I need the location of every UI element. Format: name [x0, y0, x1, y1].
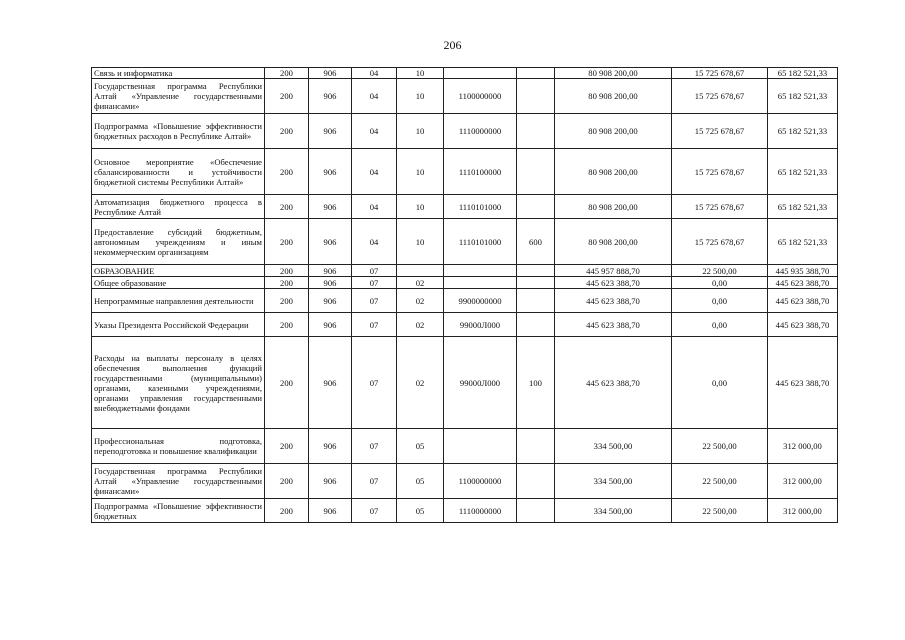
cell-code-section: 07 — [352, 277, 397, 289]
cell-code-grbs: 906 — [309, 114, 352, 149]
cell-code-grbs: 906 — [309, 265, 352, 277]
table-row — [92, 289, 838, 313]
cell-code-expense-type: 100 — [517, 337, 555, 429]
cell-code-rz: 200 — [265, 79, 309, 114]
cell-code-target: 1110101000 — [444, 219, 517, 265]
cell-code-rz: 200 — [265, 313, 309, 337]
cell-amount-3: 65 182 521,33 — [768, 219, 838, 265]
cell-code-section: 04 — [352, 219, 397, 265]
cell-code-target: 99000Л000 — [444, 337, 517, 429]
cell-code-section: 07 — [352, 337, 397, 429]
cell-amount-1: 80 908 200,00 — [555, 79, 672, 114]
cell-code-expense-type — [517, 277, 555, 289]
cell-code-target: 1100000000 — [444, 464, 517, 499]
cell-code-expense-type — [517, 79, 555, 114]
cell-code-grbs: 906 — [309, 195, 352, 219]
cell-amount-1: 80 908 200,00 — [555, 195, 672, 219]
cell-code-section: 04 — [352, 195, 397, 219]
cell-amount-1: 445 623 388,70 — [555, 337, 672, 429]
cell-code-target: 1110000000 — [444, 499, 517, 523]
table-row — [92, 114, 838, 149]
cell-code-subsection: 05 — [397, 499, 444, 523]
cell-amount-2: 0,00 — [672, 289, 768, 313]
cell-code-subsection: 10 — [397, 149, 444, 195]
cell-code-expense-type — [517, 114, 555, 149]
cell-row-name: Непрограммные направления деятельности — [92, 289, 265, 313]
table-row — [92, 265, 838, 277]
cell-code-rz: 200 — [265, 429, 309, 464]
cell-row-name: Государственная программа Республики Алтай «Управление государственными финансами» — [92, 464, 265, 499]
cell-row-name: Связь и информатика — [92, 68, 265, 79]
cell-code-expense-type — [517, 149, 555, 195]
table-row — [92, 464, 838, 499]
cell-code-subsection: 10 — [397, 68, 444, 79]
cell-code-section: 04 — [352, 149, 397, 195]
cell-code-subsection: 02 — [397, 313, 444, 337]
table-row — [92, 219, 838, 265]
table-row — [92, 313, 838, 337]
cell-code-rz: 200 — [265, 464, 309, 499]
cell-amount-1: 445 623 388,70 — [555, 277, 672, 289]
cell-row-name: Автоматизация бюджетного процесса в Республике Алтай — [92, 195, 265, 219]
table-row — [92, 195, 838, 219]
cell-code-expense-type — [517, 265, 555, 277]
cell-code-subsection: 02 — [397, 289, 444, 313]
cell-amount-3: 312 000,00 — [768, 464, 838, 499]
cell-code-target: 1100000000 — [444, 79, 517, 114]
cell-code-subsection: 02 — [397, 337, 444, 429]
cell-code-subsection: 10 — [397, 219, 444, 265]
cell-code-subsection: 10 — [397, 114, 444, 149]
cell-code-section: 07 — [352, 464, 397, 499]
cell-code-section: 04 — [352, 79, 397, 114]
cell-code-expense-type — [517, 464, 555, 499]
cell-amount-3: 312 000,00 — [768, 499, 838, 523]
cell-amount-1: 80 908 200,00 — [555, 114, 672, 149]
cell-row-name: ОБРАЗОВАНИЕ — [92, 265, 265, 277]
table-row — [92, 68, 838, 79]
cell-code-grbs: 906 — [309, 313, 352, 337]
cell-amount-2: 15 725 678,67 — [672, 114, 768, 149]
cell-amount-2: 15 725 678,67 — [672, 219, 768, 265]
cell-amount-3: 445 623 388,70 — [768, 289, 838, 313]
cell-row-name: Расходы на выплаты персоналу в целях обеспечения выполнения функций государственными (муниципальными) органами, казенными учреждениями, органами управления государственными внебюджетными фондами — [92, 337, 265, 429]
cell-amount-2: 22 500,00 — [672, 464, 768, 499]
cell-amount-2: 15 725 678,67 — [672, 79, 768, 114]
cell-code-target: 9900000000 — [444, 289, 517, 313]
cell-amount-1: 334 500,00 — [555, 429, 672, 464]
cell-code-target: 1110100000 — [444, 149, 517, 195]
cell-amount-2: 15 725 678,67 — [672, 149, 768, 195]
cell-code-target — [444, 277, 517, 289]
cell-row-name: Общее образование — [92, 277, 265, 289]
cell-amount-3: 65 182 521,33 — [768, 195, 838, 219]
cell-amount-1: 445 623 388,70 — [555, 313, 672, 337]
cell-code-expense-type — [517, 195, 555, 219]
cell-amount-1: 80 908 200,00 — [555, 149, 672, 195]
cell-row-name: Подпрограмма «Повышение эффективности бюджетных расходов в Республике Алтай» — [92, 114, 265, 149]
cell-code-target: 99000Л000 — [444, 313, 517, 337]
cell-code-subsection: 05 — [397, 429, 444, 464]
cell-amount-1: 80 908 200,00 — [555, 68, 672, 79]
cell-amount-2: 15 725 678,67 — [672, 195, 768, 219]
table-row — [92, 337, 838, 429]
cell-amount-2: 0,00 — [672, 313, 768, 337]
cell-amount-2: 15 725 678,67 — [672, 68, 768, 79]
cell-code-expense-type — [517, 68, 555, 79]
cell-amount-3: 312 000,00 — [768, 429, 838, 464]
cell-code-section: 07 — [352, 289, 397, 313]
cell-amount-3: 65 182 521,33 — [768, 114, 838, 149]
cell-amount-2: 0,00 — [672, 277, 768, 289]
cell-code-section: 04 — [352, 114, 397, 149]
table-row — [92, 499, 838, 523]
cell-code-subsection: 10 — [397, 79, 444, 114]
cell-code-expense-type — [517, 499, 555, 523]
cell-row-name: Профессиональная подготовка, переподготовка и повышение квалификации — [92, 429, 265, 464]
cell-code-section: 07 — [352, 313, 397, 337]
cell-amount-3: 65 182 521,33 — [768, 79, 838, 114]
cell-code-expense-type — [517, 289, 555, 313]
cell-code-grbs: 906 — [309, 337, 352, 429]
cell-amount-2: 22 500,00 — [672, 265, 768, 277]
cell-code-expense-type: 600 — [517, 219, 555, 265]
table-row — [92, 149, 838, 195]
cell-code-target — [444, 429, 517, 464]
page-number: 206 — [443, 38, 462, 52]
cell-code-rz: 200 — [265, 499, 309, 523]
cell-amount-3: 445 623 388,70 — [768, 337, 838, 429]
budget-table — [91, 67, 838, 523]
cell-code-target — [444, 265, 517, 277]
table-row — [92, 79, 838, 114]
cell-amount-1: 445 957 888,70 — [555, 265, 672, 277]
cell-code-grbs: 906 — [309, 277, 352, 289]
cell-row-name: Государственная программа Республики Алтай «Управление государственными финансами» — [92, 79, 265, 114]
cell-code-rz: 200 — [265, 149, 309, 195]
cell-amount-3: 65 182 521,33 — [768, 68, 838, 79]
cell-code-expense-type — [517, 429, 555, 464]
cell-code-section: 07 — [352, 429, 397, 464]
cell-code-section: 07 — [352, 265, 397, 277]
cell-code-grbs: 906 — [309, 499, 352, 523]
cell-amount-1: 334 500,00 — [555, 464, 672, 499]
table-row — [92, 429, 838, 464]
cell-row-name: Подпрограмма «Повышение эффективности бюджетных — [92, 499, 265, 523]
cell-code-rz: 200 — [265, 195, 309, 219]
cell-code-target: 1110000000 — [444, 114, 517, 149]
cell-amount-2: 0,00 — [672, 337, 768, 429]
cell-code-rz: 200 — [265, 219, 309, 265]
cell-amount-1: 334 500,00 — [555, 499, 672, 523]
cell-code-rz: 200 — [265, 337, 309, 429]
cell-code-rz: 200 — [265, 114, 309, 149]
cell-code-target — [444, 68, 517, 79]
cell-row-name: Основное мероприятие «Обеспечение сбалансированности и устойчивости бюджетной системы Республики Алтай» — [92, 149, 265, 195]
cell-code-grbs: 906 — [309, 429, 352, 464]
cell-amount-2: 22 500,00 — [672, 429, 768, 464]
cell-row-name: Указы Президента Российской Федерации — [92, 313, 265, 337]
cell-code-grbs: 906 — [309, 289, 352, 313]
cell-code-subsection: 02 — [397, 277, 444, 289]
cell-code-grbs: 906 — [309, 464, 352, 499]
cell-code-grbs: 906 — [309, 68, 352, 79]
cell-code-expense-type — [517, 313, 555, 337]
cell-amount-3: 445 623 388,70 — [768, 277, 838, 289]
cell-amount-3: 445 935 388,70 — [768, 265, 838, 277]
cell-amount-3: 65 182 521,33 — [768, 149, 838, 195]
cell-code-target: 1110101000 — [444, 195, 517, 219]
cell-amount-3: 445 623 388,70 — [768, 313, 838, 337]
cell-code-rz: 200 — [265, 265, 309, 277]
cell-code-subsection: 05 — [397, 464, 444, 499]
cell-code-grbs: 906 — [309, 149, 352, 195]
cell-amount-1: 445 623 388,70 — [555, 289, 672, 313]
cell-row-name: Предоставление субсидий бюджетным, автономным учреждениям и иным некоммерческим организациям — [92, 219, 265, 265]
cell-code-grbs: 906 — [309, 79, 352, 114]
cell-code-subsection: 10 — [397, 195, 444, 219]
cell-code-rz: 200 — [265, 289, 309, 313]
cell-code-subsection — [397, 265, 444, 277]
cell-code-grbs: 906 — [309, 219, 352, 265]
cell-code-section: 04 — [352, 68, 397, 79]
cell-code-rz: 200 — [265, 68, 309, 79]
cell-code-rz: 200 — [265, 277, 309, 289]
cell-code-section: 07 — [352, 499, 397, 523]
cell-amount-2: 22 500,00 — [672, 499, 768, 523]
cell-amount-1: 80 908 200,00 — [555, 219, 672, 265]
table-row — [92, 277, 838, 289]
